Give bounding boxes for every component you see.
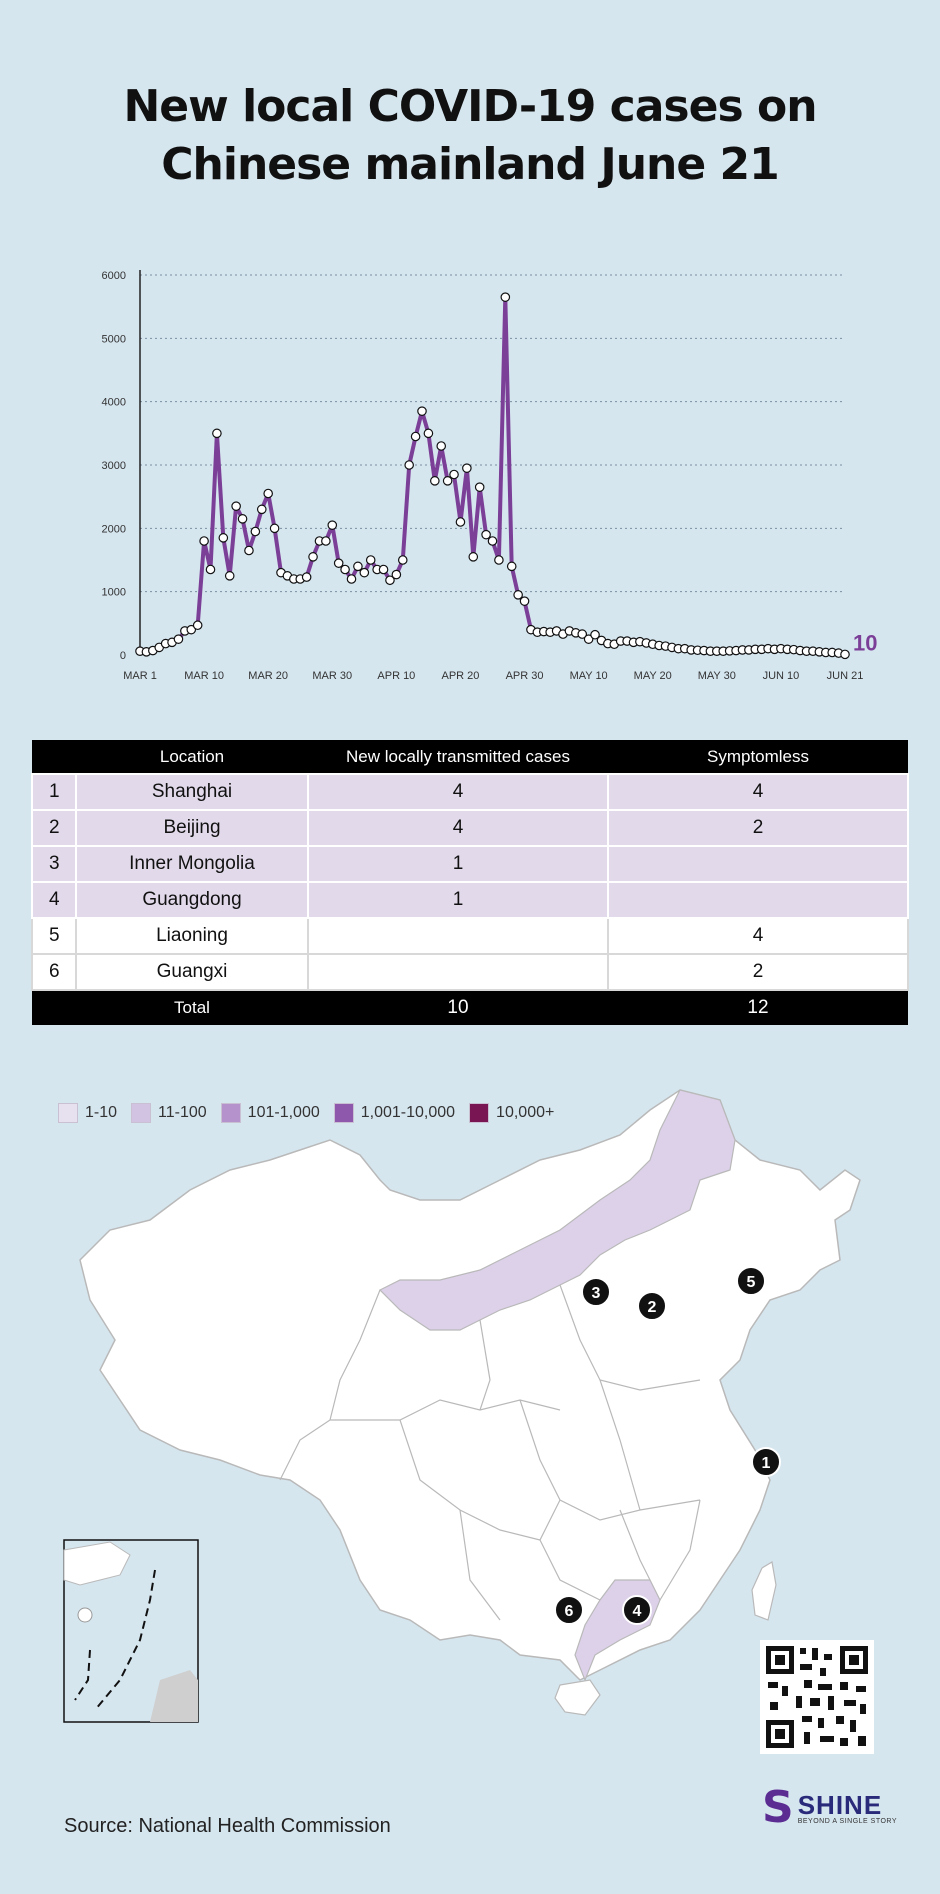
total-label: Total bbox=[76, 990, 308, 1025]
row-rank: 2 bbox=[32, 810, 76, 846]
x-tick-label: MAR 20 bbox=[248, 670, 289, 682]
data-point bbox=[367, 556, 375, 564]
shine-s-icon: S bbox=[762, 1782, 794, 1833]
data-point bbox=[258, 505, 266, 513]
data-point bbox=[399, 556, 407, 564]
table-row bbox=[32, 954, 908, 990]
logo-tagline: BEYOND A SINGLE STORY bbox=[797, 1817, 898, 1825]
end-value-label: 10 bbox=[853, 630, 878, 656]
x-tick-label: JUN 21 bbox=[826, 670, 864, 682]
row-symptomless: 2 bbox=[608, 810, 908, 846]
legend-item bbox=[469, 1103, 554, 1123]
header-new-cases: New locally transmitted cases bbox=[308, 740, 608, 774]
row-location: Shanghai bbox=[76, 774, 308, 810]
x-tick-label: MAR 30 bbox=[312, 670, 353, 682]
data-point bbox=[360, 568, 368, 576]
data-point bbox=[475, 483, 483, 491]
data-point bbox=[232, 502, 240, 510]
row-symptomless: 2 bbox=[608, 954, 908, 990]
y-tick-label: 1000 bbox=[101, 586, 126, 599]
data-point bbox=[302, 573, 310, 581]
x-tick-label: JUN 10 bbox=[762, 670, 800, 682]
x-tick-label: MAY 30 bbox=[697, 670, 736, 682]
data-point bbox=[501, 293, 509, 301]
row-symptomless bbox=[608, 846, 908, 882]
row-rank: 6 bbox=[32, 954, 76, 990]
legend-label: 1-10 bbox=[85, 1104, 118, 1121]
row-new-cases: 4 bbox=[308, 774, 608, 810]
y-tick-label: 4000 bbox=[101, 396, 126, 409]
x-tick-label: APR 10 bbox=[377, 670, 416, 682]
data-point bbox=[443, 477, 451, 485]
data-point bbox=[379, 565, 387, 573]
hainan-island bbox=[555, 1680, 600, 1715]
table-total-row bbox=[32, 990, 908, 1025]
y-tick-label: 3000 bbox=[101, 460, 126, 472]
y-tick-label: 0 bbox=[119, 650, 126, 662]
x-tick-label: MAY 10 bbox=[569, 670, 608, 682]
data-point bbox=[488, 537, 496, 545]
total-new-cases: 10 bbox=[308, 990, 608, 1025]
table-row bbox=[32, 882, 908, 918]
south-china-sea-inset bbox=[64, 1540, 198, 1722]
legend-swatch bbox=[221, 1103, 241, 1123]
data-point bbox=[270, 524, 278, 532]
data-point bbox=[341, 565, 349, 573]
legend-item bbox=[221, 1103, 320, 1123]
row-location: Inner Mongolia bbox=[76, 846, 308, 882]
row-symptomless: 4 bbox=[608, 774, 908, 810]
chart-title bbox=[0, 78, 940, 194]
daily-cases-line-chart bbox=[0, 250, 940, 700]
title-line-2: Chinese mainland June 21 bbox=[161, 139, 779, 190]
data-point bbox=[238, 515, 246, 523]
data-point bbox=[354, 562, 362, 570]
data-point bbox=[469, 553, 477, 561]
data-point bbox=[450, 470, 458, 478]
data-point bbox=[520, 597, 528, 605]
legend-swatch bbox=[131, 1103, 151, 1123]
map-marker-label: 6 bbox=[564, 1603, 574, 1620]
data-point bbox=[347, 575, 355, 583]
series-line bbox=[140, 297, 845, 654]
table-row bbox=[32, 918, 908, 954]
data-point bbox=[322, 537, 330, 545]
data-point bbox=[206, 565, 214, 573]
legend-swatch bbox=[469, 1103, 489, 1123]
x-tick-label: MAR 1 bbox=[123, 670, 157, 682]
x-tick-label: APR 20 bbox=[441, 670, 480, 682]
row-rank: 3 bbox=[32, 846, 76, 882]
table-row bbox=[32, 846, 908, 882]
data-point bbox=[174, 635, 182, 643]
map-legend bbox=[58, 1103, 568, 1123]
data-point bbox=[213, 429, 221, 437]
header-location: Location bbox=[76, 740, 308, 774]
data-point bbox=[251, 527, 259, 535]
row-new-cases: 4 bbox=[308, 810, 608, 846]
row-location: Guangdong bbox=[76, 882, 308, 918]
map-marker-label: 1 bbox=[761, 1455, 771, 1472]
row-location: Beijing bbox=[76, 810, 308, 846]
data-point bbox=[405, 461, 413, 469]
row-new-cases: 1 bbox=[308, 882, 608, 918]
row-symptomless bbox=[608, 882, 908, 918]
total-symptomless: 12 bbox=[608, 990, 908, 1025]
legend-label: 101-1,000 bbox=[247, 1104, 320, 1121]
qr-code bbox=[760, 1640, 874, 1754]
logo-name: SHINE bbox=[797, 1789, 883, 1820]
data-point bbox=[431, 477, 439, 485]
data-point bbox=[456, 518, 464, 526]
legend-label: 10,000+ bbox=[496, 1104, 555, 1121]
data-point bbox=[309, 553, 317, 561]
row-new-cases: 1 bbox=[308, 846, 608, 882]
map-marker-label: 3 bbox=[591, 1285, 601, 1302]
x-tick-label: MAY 20 bbox=[633, 670, 672, 682]
row-rank: 1 bbox=[32, 774, 76, 810]
x-tick-label: MAR 10 bbox=[184, 670, 224, 682]
data-point bbox=[392, 570, 400, 578]
data-point bbox=[328, 521, 336, 529]
y-tick-label: 6000 bbox=[101, 270, 126, 282]
data-point bbox=[264, 489, 272, 497]
data-point bbox=[200, 537, 208, 545]
table-header-row bbox=[32, 740, 908, 774]
data-point bbox=[219, 534, 227, 542]
data-point bbox=[334, 559, 342, 567]
source-note: Source: National Health Commission bbox=[64, 1815, 391, 1837]
legend-swatch bbox=[334, 1103, 354, 1123]
row-new-cases bbox=[308, 954, 608, 990]
data-point bbox=[418, 407, 426, 415]
table-row bbox=[32, 810, 908, 846]
y-tick-label: 5000 bbox=[101, 333, 126, 346]
row-rank: 4 bbox=[32, 882, 76, 918]
x-tick-label: APR 30 bbox=[505, 670, 544, 682]
shine-logo bbox=[762, 1782, 898, 1833]
cases-table bbox=[31, 740, 909, 1025]
data-point bbox=[245, 546, 253, 554]
legend-label: 1,001-10,000 bbox=[360, 1104, 456, 1121]
legend-label: 11-100 bbox=[158, 1104, 207, 1121]
legend-item bbox=[131, 1103, 207, 1123]
table-row bbox=[32, 774, 908, 810]
header-symptomless: Symptomless bbox=[608, 740, 908, 774]
y-tick-label: 2000 bbox=[101, 523, 126, 536]
data-point bbox=[482, 530, 490, 538]
row-location: Liaoning bbox=[76, 918, 308, 954]
data-point bbox=[226, 572, 234, 580]
data-point bbox=[437, 442, 445, 450]
taiwan-island bbox=[752, 1562, 776, 1620]
data-point bbox=[514, 591, 522, 599]
row-rank: 5 bbox=[32, 918, 76, 954]
legend-item bbox=[334, 1103, 455, 1123]
title-line-1: New local COVID-19 cases on bbox=[123, 81, 817, 132]
data-point bbox=[193, 621, 201, 629]
row-symptomless: 4 bbox=[608, 918, 908, 954]
header-rank bbox=[32, 740, 76, 774]
map-marker-label: 2 bbox=[647, 1299, 657, 1316]
data-point bbox=[424, 429, 432, 437]
data-point bbox=[411, 432, 419, 440]
map-marker-label: 5 bbox=[746, 1274, 756, 1291]
data-point bbox=[508, 562, 516, 570]
data-point bbox=[841, 650, 849, 658]
row-location: Guangxi bbox=[76, 954, 308, 990]
row-new-cases bbox=[308, 918, 608, 954]
data-point bbox=[495, 556, 503, 564]
legend-item bbox=[58, 1103, 117, 1123]
data-point bbox=[463, 464, 471, 472]
total-spacer bbox=[32, 990, 76, 1025]
map-marker-label: 4 bbox=[632, 1603, 642, 1620]
legend-swatch bbox=[58, 1103, 78, 1123]
logo-text bbox=[797, 1789, 898, 1825]
